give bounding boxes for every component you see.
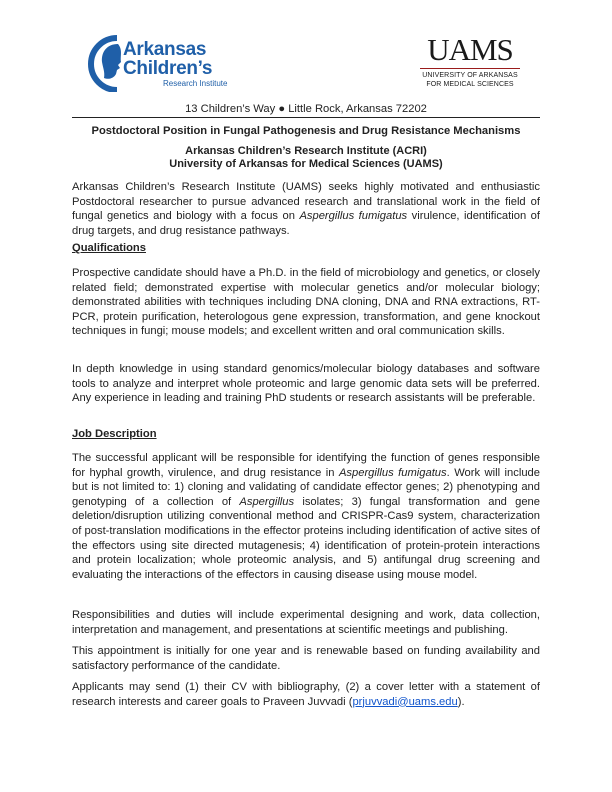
institutions-block	[72, 145, 540, 171]
intro-species: Aspergillus fumigatus	[299, 210, 408, 223]
job-paragraph-1	[72, 451, 540, 582]
job-text-1a: The successful applicant will be responsible for identifying the function of genes responsible for hyphal growth, virulence, and drug resistance in	[72, 452, 540, 479]
acri-logo-line1: Arkansas	[123, 39, 207, 60]
job-species-2: Aspergillus	[239, 495, 295, 508]
qualifications-text-2: In depth knowledge in using standard genomics/molecular biology databases and software tools to analyze and interpret whole proteomic and large genomic data sets will be preferred. Any experience in leading and training PhD students or research assistants will be preferable.	[72, 363, 540, 405]
uams-logo-rule	[420, 68, 520, 69]
job-text-2: Responsibilities and duties will include experimental designing and work, data collection, interpretation and management, and presentations at scientific meetings and publishing.	[72, 609, 540, 636]
acri-logo-line3: Research Institute	[163, 79, 228, 88]
job-paragraph-2	[72, 608, 540, 637]
acri-logo-line2: Children’s	[123, 58, 213, 79]
contact-email-link[interactable]: prjuvvadi@uams.edu	[352, 695, 458, 708]
page-title: Postdoctoral Position in Fungal Pathogenesis and Drug Resistance Mechanisms	[91, 125, 521, 137]
job-description-heading: Job Description	[72, 428, 157, 440]
intro-text-a: Arkansas Children’s Research Institute (UAMS) seeks highly motivated and enthusiastic Postdoctoral researcher to pursue advanced research and translational work in the field of fungal genetics and biology with a focus on	[72, 181, 540, 223]
job-text-4b: ).	[457, 695, 465, 708]
acri-logo-text	[123, 40, 227, 88]
header-divider	[72, 117, 540, 118]
uams-logo-mark: UAMS	[427, 32, 513, 67]
institution-acri: Arkansas Children’s Research Institute (ACRI)	[185, 145, 427, 157]
job-text-4a: Applicants may send (1) their CV with bibliography, (2) a cover letter with a statement of research interests and career goals to Praveen Juvvadi (	[72, 681, 540, 708]
job-text-1c: isolates; 3) fungal transformation and gene deletion/disruption utilizing conventional method and CRISPR-Cas9 system, characterization of post-translation modifications in the effector proteins including identification of active sites of the effectors using site directed mutagenesis; 4) identification of protein-protein interactions and protein localization; whole proteomic analysis, and 5) antifungal drug screening and evaluating the interactions of the effectors in causing disease using mouse model.	[72, 495, 540, 581]
uams-logo-sub1: UNIVERSITY OF ARKANSAS	[422, 72, 518, 79]
job-paragraph-4	[72, 680, 540, 709]
uams-logo	[418, 34, 522, 89]
uams-logo-sub2: FOR MEDICAL SCIENCES	[426, 80, 514, 88]
qualifications-heading: Qualifications	[72, 242, 146, 254]
job-text-3: This appointment is initially for one year and is renewable based on funding availability and satisfactory performance of the candidate.	[72, 645, 540, 672]
job-text-1b: . Work will include but is not limited to: 1) cloning and validating of candidate effector genes; 2) phenotyping and genotyping of a collection of	[72, 466, 540, 508]
intro-text-b: virulence, identification of drug targets, and drug resistance pathways.	[72, 210, 541, 237]
institution-uams: University of Arkansas for Medical Sciences (UAMS)	[169, 158, 443, 170]
intro-paragraph	[72, 180, 540, 238]
job-paragraph-3	[72, 644, 540, 673]
job-species-1: Aspergillus fumigatus	[338, 466, 447, 479]
qualifications-text-1: Prospective candidate should have a Ph.D. in the field of microbiology and genetics, or closely related field; demonstrated expertise with molecular genetics and/or molecular biology; demonstrated abilities with techniques including DNA cloning, DNA and RNA extractions, RT-PCR, protein purification, heterologous gene expression, transformation, and gene knockout techniques in fungi; mouse models; and excellent written and oral communication skills.	[72, 267, 540, 338]
qualifications-paragraph-1	[72, 266, 540, 339]
qualifications-paragraph-2	[72, 362, 540, 406]
address-line: 13 Children’s Way ● Little Rock, Arkansas 72202	[185, 103, 427, 115]
